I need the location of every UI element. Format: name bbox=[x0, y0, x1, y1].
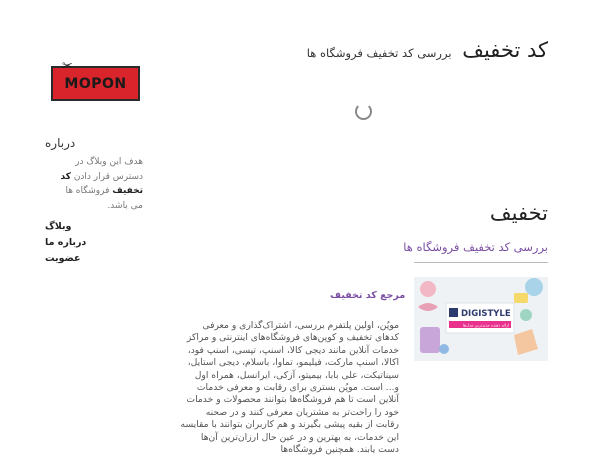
about-widget-text bbox=[59, 155, 143, 213]
about-widget-heading: درباره bbox=[45, 136, 76, 150]
divider bbox=[414, 262, 548, 263]
about-text-suffix: فروشگاه ها می باشد. bbox=[65, 186, 143, 211]
page-title: تخفیف bbox=[489, 201, 548, 225]
site-title[interactable] bbox=[307, 38, 548, 62]
sidebar-item-about[interactable]: درباره ما bbox=[45, 237, 87, 248]
digistyle-caption-text: ارائه دهنده جدیدترین مدل‌ها bbox=[462, 322, 509, 328]
scissors-icon: ✂ bbox=[62, 59, 73, 74]
about-text-bold-2: تخفیف bbox=[112, 186, 143, 196]
sidebar-item-membership[interactable]: عضویت bbox=[45, 253, 81, 264]
page-subtitle: بررسی کد تخفیف فروشگاه ها bbox=[403, 240, 548, 254]
logo-text: MOPON bbox=[64, 76, 127, 92]
post-title[interactable]: مرجع کد تخفیف bbox=[330, 290, 406, 301]
sidebar-item-blog[interactable]: وبلاگ bbox=[45, 221, 72, 232]
about-text-bold-1: کد bbox=[60, 171, 71, 182]
post-thumbnail-art bbox=[414, 277, 548, 361]
about-text-prefix: هدف این وبلاگ در دسترس قرار دادن bbox=[70, 157, 143, 182]
site-logo[interactable] bbox=[51, 59, 140, 101]
digistyle-brand-text: DIGISTYLE bbox=[461, 309, 511, 319]
loading-spinner-icon bbox=[355, 103, 372, 120]
post-excerpt: موپُن، اولین پلتفرم بررسی، اشتراک‌گذاری و معرفی کدهای تخفیف و کوپن‌های فروشگاه‌های اینترنتی و مراکز خدمات آنلاین مانند دیجی کالا، اسنپ، تپسی، اسنپ فود، اکالا، اسنپ مارکت، فیلیمو، تماوا، باسلام، دیجی استایل، سیناتیکت، علی بابا، بیمیتو، آزکی، ایرانسل، همراه اول و... است. موپُن بستری برای رقابت و معرفی خدمات آنلاین است تا هم فروشگاه‌ها بتوانند محصولات و خدمات خود را راحت‌تر به مشتریان معرفی کنند و در صحنه رقابت از بقیه پیشی بگیرند و هم کاربران بتوانند با مقایسه این خدمات، به بهترین و در عین حال ارزان‌ترین آن‌ها دست یابند. همچنین فروشگاه‌ها bbox=[180, 320, 399, 456]
site-tagline: بررسی کد تخفیف فروشگاه ها bbox=[306, 46, 452, 60]
sidebar-menu bbox=[45, 219, 86, 267]
site-title-text[interactable]: کد تخفیف bbox=[462, 38, 548, 62]
post-thumbnail[interactable] bbox=[414, 277, 548, 361]
